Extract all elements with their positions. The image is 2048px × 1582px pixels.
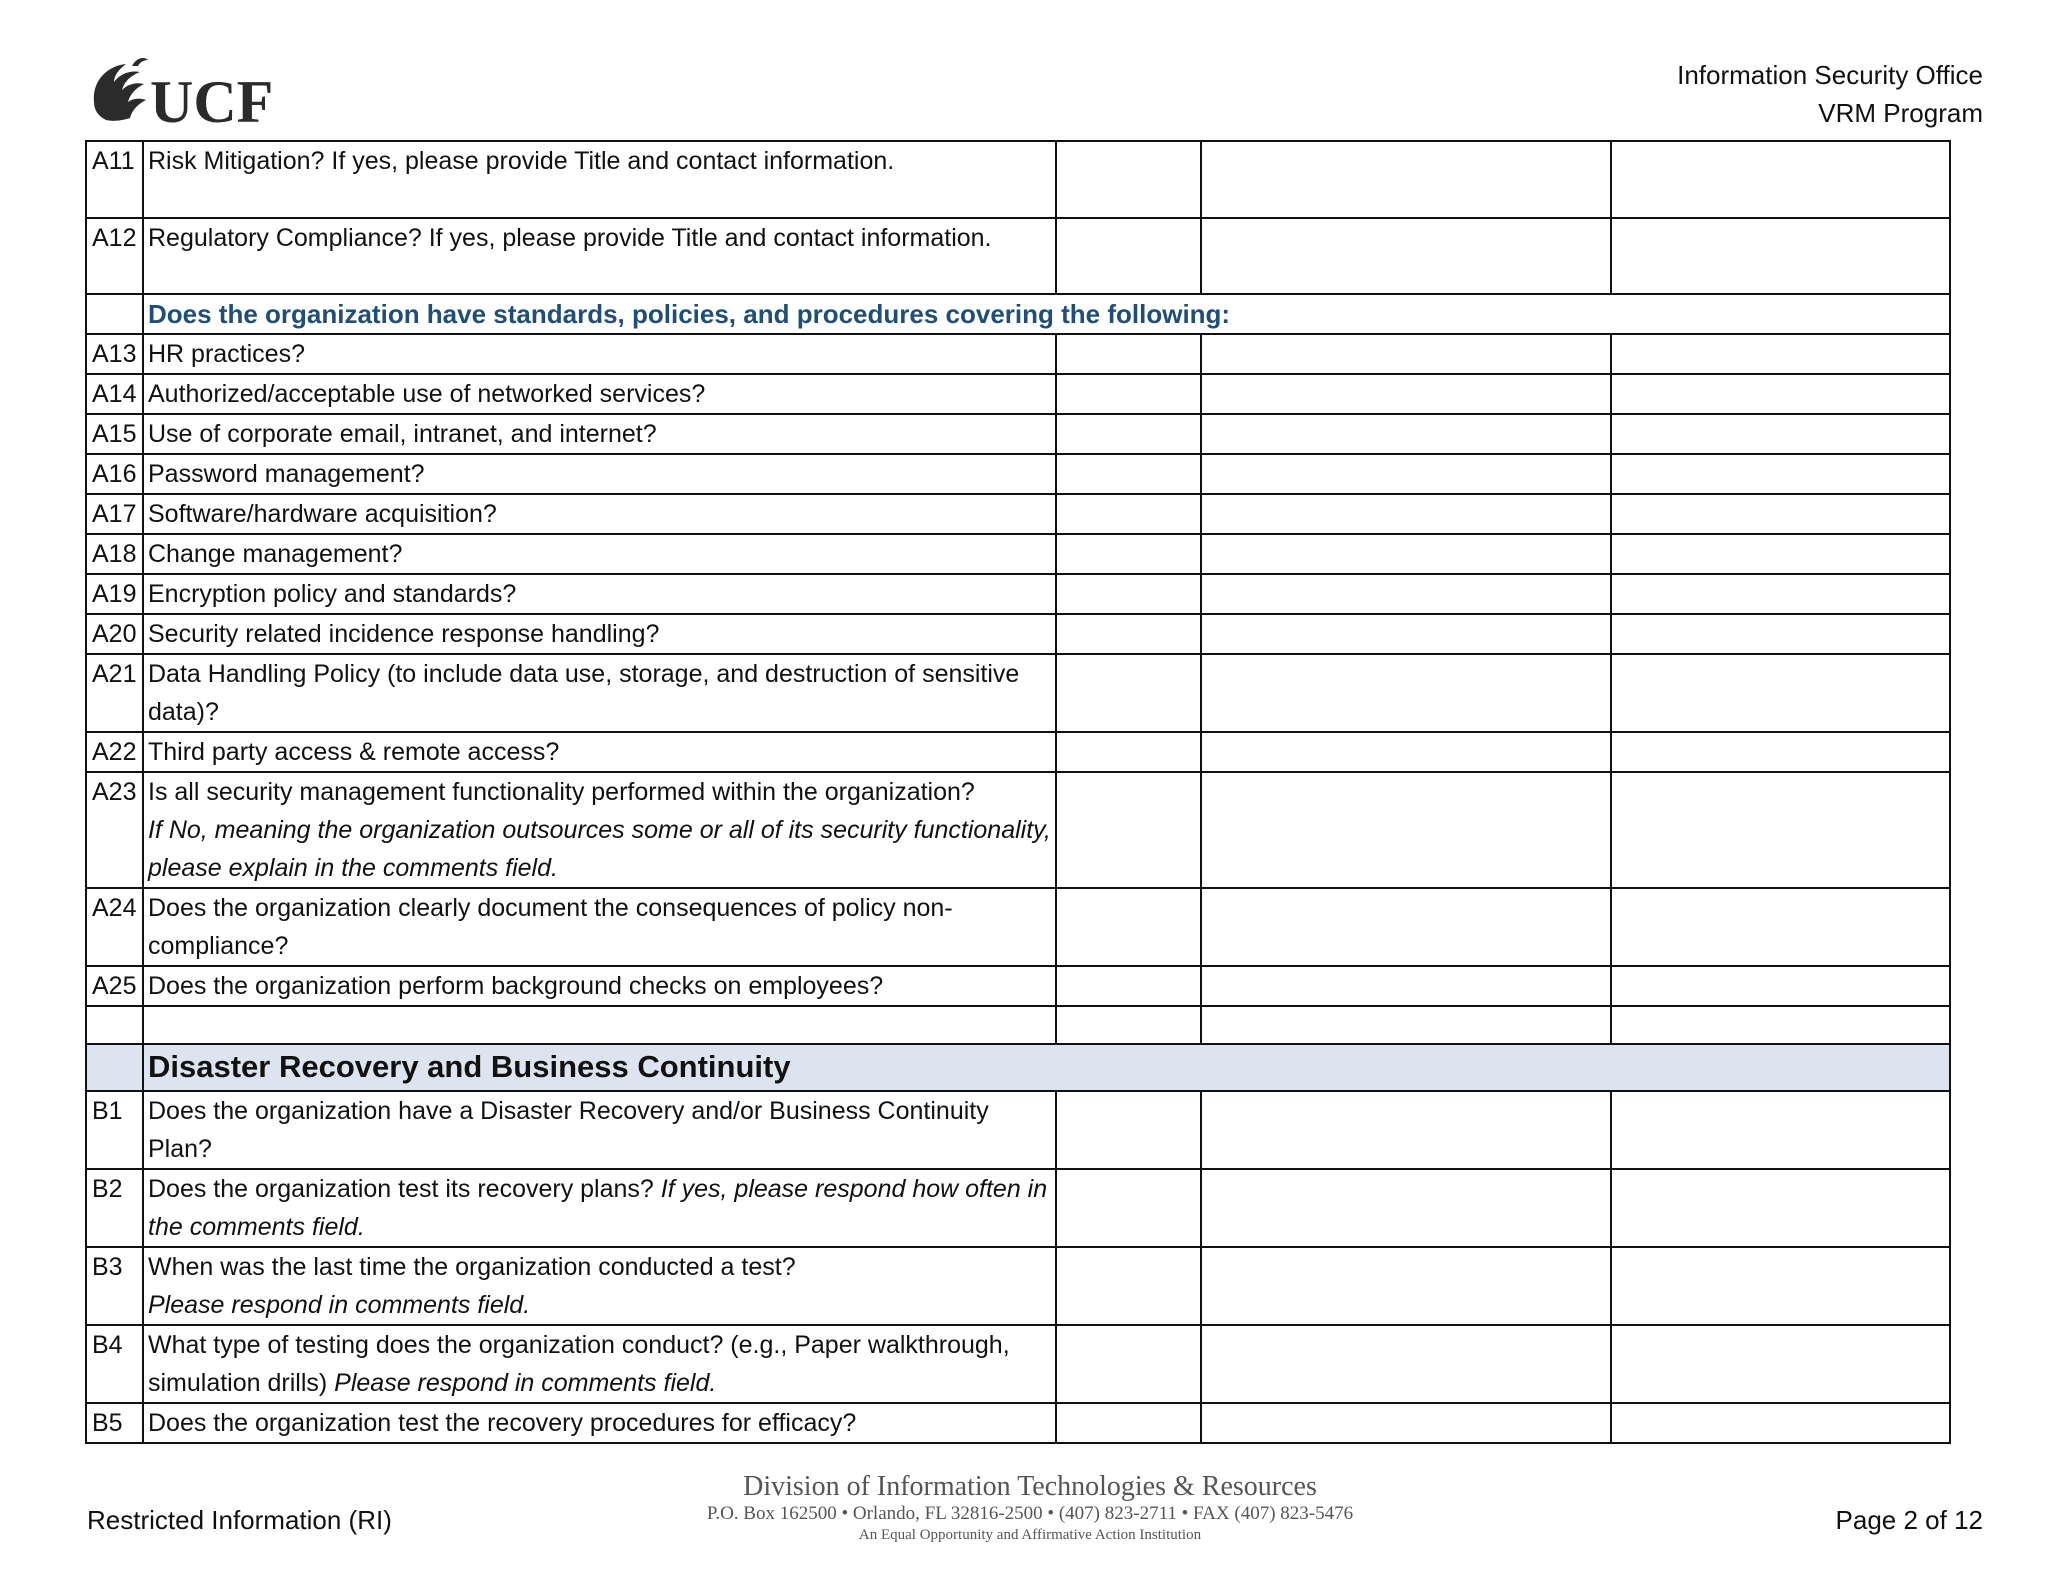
response-cell[interactable]: [1201, 141, 1611, 218]
question-id: A16: [86, 454, 143, 494]
question-text: Risk Mitigation? If yes, please provide Title and contact information.: [143, 141, 1056, 218]
comments-cell[interactable]: [1611, 732, 1950, 772]
table-row: [86, 141, 1950, 218]
table-row: [86, 374, 1950, 414]
table-row: [86, 414, 1950, 454]
table-row: [86, 1169, 1950, 1247]
question-text: Does the organization have a Disaster Recovery and/or Business Continuity Plan?: [143, 1091, 1056, 1169]
question-text: Encryption policy and standards?: [143, 574, 1056, 614]
question-note: If yes, please respond how often in the comments field.: [148, 1175, 1048, 1241]
question-id: B2: [86, 1169, 143, 1247]
response-cell[interactable]: [1201, 334, 1611, 374]
question-text: Does the organization test the recovery procedures for efficacy?: [143, 1403, 1056, 1443]
question-text: Is all security management functionality performed within the organization?: [148, 778, 975, 806]
comments-cell[interactable]: [1611, 1006, 1950, 1044]
question-text: When was the last time the organization conducted a test?: [148, 1253, 796, 1281]
blank-row: [86, 1006, 1950, 1044]
answer-cell[interactable]: [1056, 1169, 1201, 1247]
response-cell[interactable]: [1201, 1247, 1611, 1325]
response-cell[interactable]: [1201, 534, 1611, 574]
comments-cell[interactable]: [1611, 614, 1950, 654]
answer-cell[interactable]: [1056, 1091, 1201, 1169]
table-row: [86, 614, 1950, 654]
comments-cell[interactable]: [1611, 1091, 1950, 1169]
response-cell[interactable]: [1201, 1403, 1611, 1443]
response-cell[interactable]: [1201, 1325, 1611, 1403]
page-number: Page 2 of 12: [1835, 1505, 1983, 1535]
table-row: [86, 1247, 1950, 1325]
division-name: Division of Information Technologies & Resources: [743, 1471, 1317, 1502]
answer-cell[interactable]: [1056, 888, 1201, 966]
subheading-text: Does the organization have standards, policies, and procedures covering the following:: [143, 294, 1950, 334]
question-cell: [143, 772, 1056, 888]
question-text: Password management?: [143, 454, 1056, 494]
response-cell[interactable]: [1201, 494, 1611, 534]
question-id: A19: [86, 574, 143, 614]
question-id: A13: [86, 334, 143, 374]
response-cell[interactable]: [1201, 454, 1611, 494]
comments-cell[interactable]: [1611, 141, 1950, 218]
comments-cell[interactable]: [1611, 1325, 1950, 1403]
question-id: A23: [86, 772, 143, 888]
question-id: A12: [86, 218, 143, 294]
question-text: Use of corporate email, intranet, and internet?: [143, 414, 1056, 454]
table-row: [86, 454, 1950, 494]
response-cell[interactable]: [1201, 1091, 1611, 1169]
comments-cell[interactable]: [1611, 334, 1950, 374]
response-cell[interactable]: [1201, 574, 1611, 614]
answer-cell[interactable]: [1056, 574, 1201, 614]
comments-cell[interactable]: [1611, 966, 1950, 1006]
question-cell: [143, 1247, 1056, 1325]
table-row: [86, 334, 1950, 374]
answer-cell[interactable]: [1056, 614, 1201, 654]
answer-cell[interactable]: [1056, 494, 1201, 534]
question-note: Please respond in comments field.: [334, 1369, 717, 1397]
subheading-row: [86, 294, 1950, 334]
response-cell[interactable]: [1201, 614, 1611, 654]
table-row: [86, 772, 1950, 888]
comments-cell[interactable]: [1611, 534, 1950, 574]
question-text: Does the organization perform background checks on employees?: [143, 966, 1056, 1006]
answer-cell[interactable]: [1056, 1006, 1201, 1044]
logo-text: UCF: [150, 69, 274, 132]
section-row: [86, 1044, 1950, 1091]
answer-cell[interactable]: [1056, 141, 1201, 218]
comments-cell[interactable]: [1611, 454, 1950, 494]
answer-cell[interactable]: [1056, 454, 1201, 494]
question-text: Third party access & remote access?: [143, 732, 1056, 772]
question-cell: [143, 1325, 1056, 1403]
classification-label: Restricted Information (RI): [87, 1505, 392, 1535]
comments-cell[interactable]: [1611, 374, 1950, 414]
response-cell[interactable]: [1201, 772, 1611, 888]
question-id: A24: [86, 888, 143, 966]
question-id: A15: [86, 414, 143, 454]
comments-cell[interactable]: [1611, 772, 1950, 888]
footer-address-block: [580, 1472, 1480, 1544]
question-text: HR practices?: [143, 334, 1056, 374]
answer-cell[interactable]: [1056, 534, 1201, 574]
response-cell[interactable]: [1201, 414, 1611, 454]
answer-cell[interactable]: [1056, 218, 1201, 294]
table-row: [86, 966, 1950, 1006]
answer-cell[interactable]: [1056, 414, 1201, 454]
table-row: [86, 1091, 1950, 1169]
comments-cell[interactable]: [1611, 654, 1950, 732]
response-cell[interactable]: [1201, 732, 1611, 772]
response-cell[interactable]: [1201, 374, 1611, 414]
question-id: B3: [86, 1247, 143, 1325]
ucf-logo: [84, 52, 314, 132]
answer-cell[interactable]: [1056, 654, 1201, 732]
response-cell[interactable]: [1201, 1006, 1611, 1044]
answer-cell[interactable]: [1056, 334, 1201, 374]
question-id: B1: [86, 1091, 143, 1169]
question-id: A25: [86, 966, 143, 1006]
question-text: Data Handling Policy (to include data use, storage, and destruction of sensitive data)?: [143, 654, 1056, 732]
question-id: A21: [86, 654, 143, 732]
comments-cell[interactable]: [1611, 574, 1950, 614]
answer-cell[interactable]: [1056, 1325, 1201, 1403]
question-note: Please respond in comments field.: [148, 1291, 531, 1319]
answer-cell[interactable]: [1056, 772, 1201, 888]
answer-cell[interactable]: [1056, 966, 1201, 1006]
question-text: Regulatory Compliance? If yes, please provide Title and contact information.: [143, 218, 1056, 294]
table-row: [86, 534, 1950, 574]
comments-cell[interactable]: [1611, 414, 1950, 454]
question-text: Software/hardware acquisition?: [143, 494, 1056, 534]
question-text: Does the organization test its recovery plans?: [148, 1175, 661, 1203]
question-text: Security related incidence response handling?: [143, 614, 1056, 654]
answer-cell[interactable]: [1056, 1403, 1201, 1443]
section-title: Disaster Recovery and Business Continuity: [143, 1044, 1950, 1091]
table-row: [86, 494, 1950, 534]
comments-cell[interactable]: [1611, 1169, 1950, 1247]
question-id: A20: [86, 614, 143, 654]
question-id: A18: [86, 534, 143, 574]
table-row: [86, 654, 1950, 732]
answer-cell[interactable]: [1056, 1247, 1201, 1325]
answer-cell[interactable]: [1056, 732, 1201, 772]
comments-cell[interactable]: [1611, 1247, 1950, 1325]
table-row: [86, 1325, 1950, 1403]
program-name: VRM Program: [1818, 98, 1983, 128]
table-row: [86, 888, 1950, 966]
questionnaire-table: [85, 140, 1951, 1444]
office-name: Information Security Office: [1677, 60, 1983, 90]
response-cell[interactable]: [1201, 218, 1611, 294]
table-row: [86, 732, 1950, 772]
question-id: B4: [86, 1325, 143, 1403]
division-address: P.O. Box 162500 • Orlando, FL 32816-2500 • (407) 823-2711 • FAX (407) 823-5476: [706, 1503, 1354, 1524]
equal-opportunity-line: An Equal Opportunity and Affirmative Action Institution: [858, 1527, 1202, 1543]
comments-cell[interactable]: [1611, 494, 1950, 534]
question-id: B5: [86, 1403, 143, 1443]
comments-cell[interactable]: [1611, 218, 1950, 294]
comments-cell[interactable]: [1611, 1403, 1950, 1443]
response-cell[interactable]: [1201, 888, 1611, 966]
table-row: [86, 218, 1950, 294]
question-id: A22: [86, 732, 143, 772]
question-text: Does the organization clearly document the consequences of policy non-compliance?: [143, 888, 1056, 966]
question-text: Authorized/acceptable use of networked services?: [143, 374, 1056, 414]
table-row: [86, 1403, 1950, 1443]
response-cell[interactable]: [1201, 1169, 1611, 1247]
question-id: A14: [86, 374, 143, 414]
response-cell[interactable]: [1201, 966, 1611, 1006]
document-header: [1677, 56, 1983, 132]
question-note: If No, meaning the organization outsources some or all of its security functionality, please explain in the comments field.: [148, 816, 1051, 882]
question-id: A17: [86, 494, 143, 534]
question-text: What type of testing does the organization conduct? (e.g., Paper walkthrough, simulation drills): [148, 1331, 1010, 1397]
comments-cell[interactable]: [1611, 888, 1950, 966]
question-text: Change management?: [143, 534, 1056, 574]
response-cell[interactable]: [1201, 654, 1611, 732]
table-row: [86, 574, 1950, 614]
question-id: A11: [86, 141, 143, 218]
answer-cell[interactable]: [1056, 374, 1201, 414]
question-cell: [143, 1169, 1056, 1247]
